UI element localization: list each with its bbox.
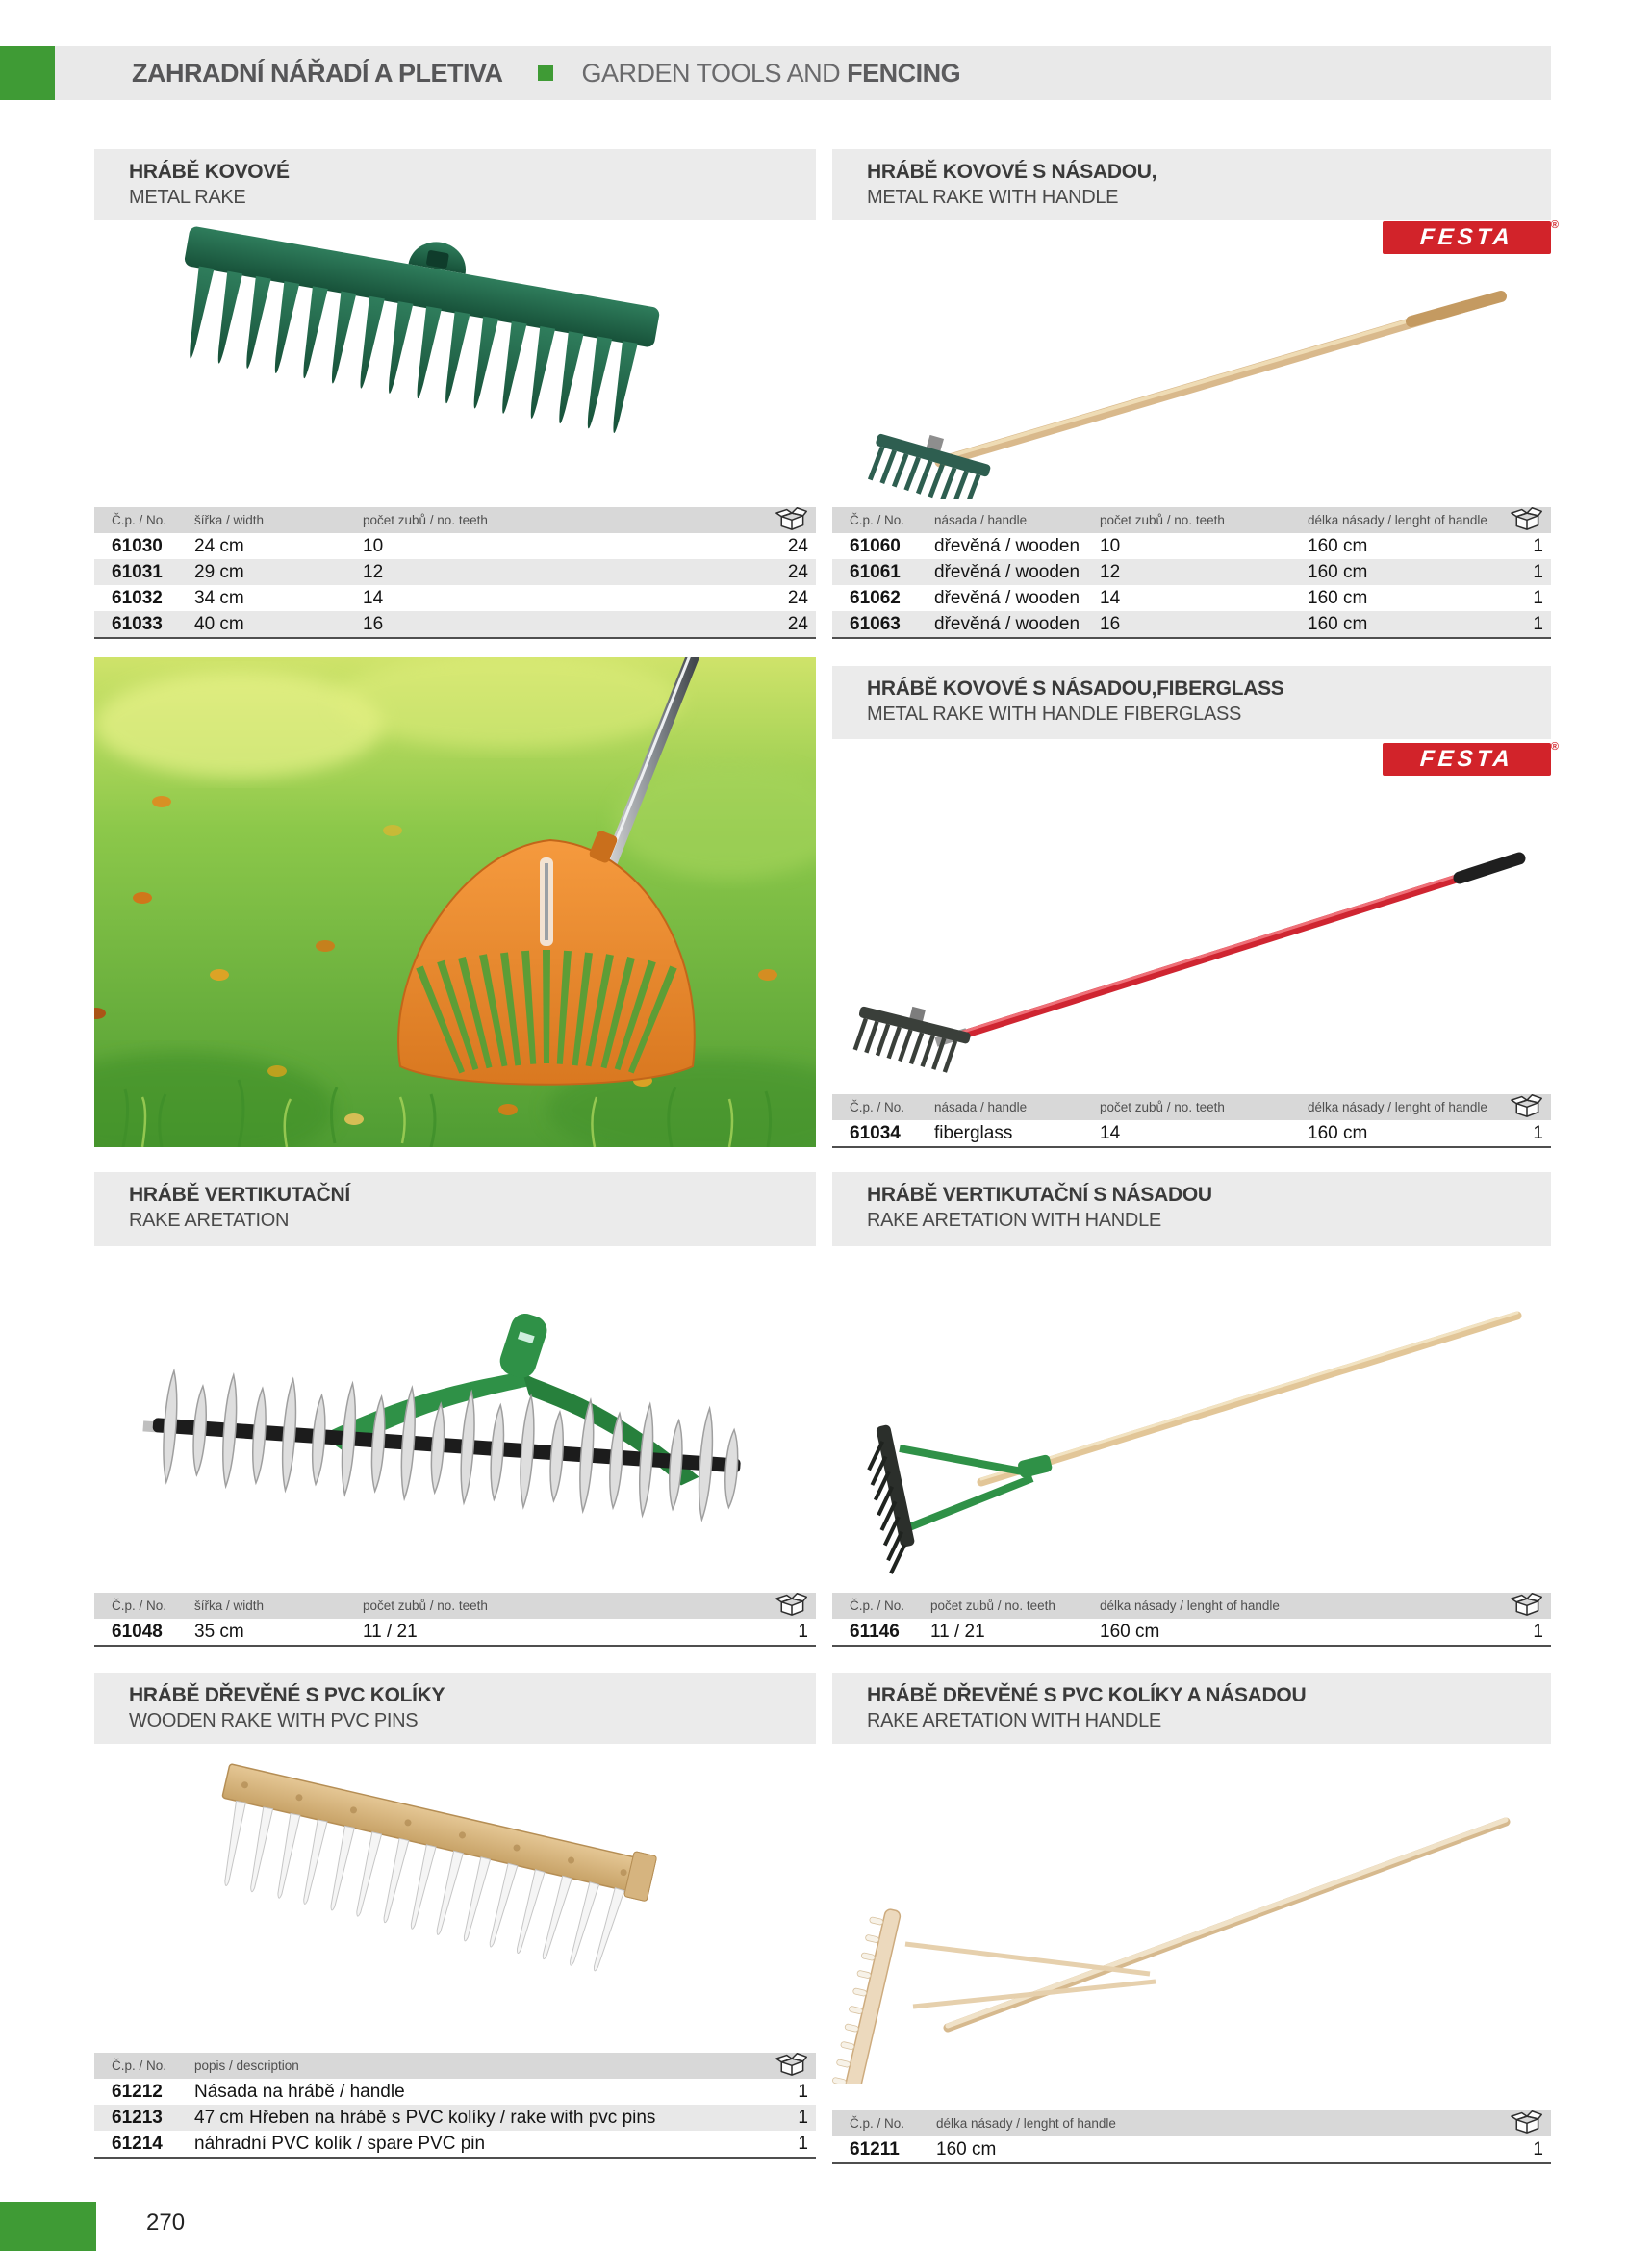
col-teeth: počet zubů / no. teeth [1100, 507, 1308, 533]
col-teeth: počet zubů / no. teeth [1100, 1094, 1308, 1120]
col-handle-length: délka násady / lenght of handle [1308, 1094, 1500, 1120]
item-length: 160 cm [1308, 535, 1368, 556]
col-no: Č.p. / No. [832, 1094, 934, 1120]
col-no: Č.p. / No. [832, 2110, 936, 2136]
section-header-metal-rake [94, 149, 816, 220]
col-handle-length: délka násady / lenght of handle [1308, 507, 1500, 533]
item-teeth: 10 [1100, 535, 1121, 556]
item-no: 61060 [850, 535, 901, 556]
table-row [94, 2105, 816, 2131]
table-header-row [832, 1094, 1551, 1120]
table-row [94, 2079, 816, 2105]
festa-logo-text: FESTA [1419, 746, 1514, 772]
item-qty: 1 [680, 1619, 816, 1646]
table-row [94, 559, 816, 585]
item-teeth: 14 [1100, 587, 1121, 608]
section-subtitle: RAKE ARETATION [129, 1210, 290, 1231]
section-subtitle: METAL RAKE [129, 187, 246, 208]
col-packaging [1388, 1593, 1551, 1619]
col-teeth: počet zubů / no. teeth [363, 1593, 680, 1619]
item-no: 61211 [832, 2136, 936, 2163]
section-header-wooden-pvc [94, 1673, 816, 1744]
item-length: 160 cm [1308, 561, 1368, 582]
registered-mark: ® [1550, 219, 1559, 231]
item-no: 61033 [94, 611, 194, 638]
metal-rake-table [94, 507, 816, 639]
item-qty: 1 [798, 2081, 808, 2102]
col-packaging [680, 507, 816, 533]
table-row [832, 1120, 1551, 1147]
item-no: 61063 [832, 611, 934, 638]
item-no: 61048 [94, 1619, 194, 1646]
table-header-row [94, 1593, 816, 1619]
table-row [832, 559, 1551, 585]
festa-logo-text: FESTA [1419, 224, 1514, 250]
item-width: 24 cm [194, 535, 244, 556]
table-row [832, 611, 1551, 638]
section-header-vertikutacni [94, 1172, 816, 1246]
item-qty: 1 [1388, 1619, 1551, 1646]
section-title: HRÁBĚ DŘEVĚNÉ S PVC KOLÍKY [129, 1684, 445, 1706]
item-qty: 24 [787, 561, 808, 582]
item-no: 61030 [112, 535, 163, 556]
section-header-wooden-handle [832, 1673, 1551, 1744]
scarifier-rake-head-photo [94, 1256, 816, 1583]
orange-leaf-rake-on-grass-photo [94, 657, 816, 1147]
col-handle: násada / handle [934, 507, 1100, 533]
item-no: 61062 [850, 587, 901, 608]
page-number: 270 [146, 2210, 186, 2236]
item-qty: 1 [1533, 535, 1543, 556]
item-length: 160 cm [1308, 611, 1500, 638]
vertikutacni-table [94, 1593, 816, 1647]
table-row [94, 1619, 816, 1646]
section-title: HRÁBĚ KOVOVÉ S NÁSADOU, [867, 161, 1157, 183]
section-subtitle: WOODEN RAKE WITH PVC PINS [129, 1710, 419, 1731]
item-teeth: 14 [363, 587, 384, 608]
wooden-pvc-table [94, 2053, 816, 2159]
section-title: HRÁBĚ KOVOVÉ [129, 161, 290, 183]
metal-rake-with-wooden-handle-photo [832, 258, 1551, 499]
packaging-box-icon [775, 2051, 808, 2077]
item-length: 160 cm [1100, 1619, 1388, 1646]
registered-mark: ® [1550, 741, 1559, 753]
metal-rake-handle-table [832, 507, 1551, 639]
item-width: 40 cm [194, 611, 363, 638]
festa-brand-logo [1383, 741, 1559, 776]
section-subtitle: RAKE ARETATION WITH HANDLE [867, 1210, 1161, 1231]
footer-green-square [0, 2202, 96, 2251]
packaging-box-icon [775, 505, 808, 531]
col-handle: násada / handle [934, 1094, 1100, 1120]
wooden-rake-with-long-handle-photo [832, 1776, 1551, 2084]
table-header-row [832, 1593, 1551, 1619]
metal-rake-with-red-fiberglass-handle-photo [832, 784, 1551, 1083]
table-header-row [832, 507, 1551, 533]
item-description: Násada na hrábě / handle [194, 2081, 405, 2102]
packaging-box-icon [1511, 1092, 1543, 1118]
item-teeth: 16 [363, 611, 680, 638]
item-width: 34 cm [194, 587, 244, 608]
item-length: 160 cm [1308, 587, 1368, 608]
item-length: 160 cm [1308, 1120, 1500, 1147]
item-teeth: 12 [363, 561, 384, 582]
section-subtitle: METAL RAKE WITH HANDLE FIBERGLASS [867, 703, 1242, 725]
wooden-rake-with-pvc-pins-photo [94, 1756, 816, 2045]
item-qty: 24 [787, 587, 808, 608]
col-packaging [680, 1593, 816, 1619]
item-no: 61213 [112, 2107, 163, 2128]
table-row [832, 1619, 1551, 1646]
col-no: Č.p. / No. [94, 507, 194, 533]
item-no: 61031 [112, 561, 163, 582]
col-packaging [1436, 2110, 1551, 2136]
header-green-square [0, 46, 55, 100]
item-teeth: 12 [1100, 561, 1121, 582]
green-square-bullet-icon [538, 65, 553, 81]
item-teeth: 10 [363, 535, 384, 556]
item-no: 61214 [94, 2131, 194, 2158]
item-no: 61032 [112, 587, 163, 608]
col-width: šířka / width [194, 1593, 363, 1619]
item-handle: fiberglass [934, 1120, 1100, 1147]
col-no: Č.p. / No. [94, 2053, 194, 2079]
item-qty: 1 [695, 2131, 816, 2158]
item-qty: 1 [1533, 587, 1543, 608]
table-row [832, 533, 1551, 559]
section-title: HRÁBĚ KOVOVÉ S NÁSADOU,FIBERGLASS [867, 678, 1284, 700]
item-handle: dřevěná / wooden [934, 535, 1080, 556]
table-row [832, 585, 1551, 611]
item-qty: 24 [787, 535, 808, 556]
item-width: 35 cm [194, 1619, 363, 1646]
item-no: 61212 [112, 2081, 163, 2102]
item-qty: 1 [1500, 611, 1551, 638]
item-width: 29 cm [194, 561, 244, 582]
col-packaging [1500, 1094, 1551, 1120]
page-title-english-regular: GARDEN TOOLS AND [581, 58, 848, 88]
col-description: popis / description [194, 2053, 695, 2079]
table-header-row [832, 2110, 1551, 2136]
item-teeth: 16 [1100, 611, 1308, 638]
col-packaging [1500, 507, 1551, 533]
item-handle: dřevěná / wooden [934, 587, 1080, 608]
item-teeth: 11 / 21 [930, 1619, 1100, 1646]
page-title-english-bold: FENCING [847, 58, 961, 88]
section-title: HRÁBĚ VERTIKUTAČNÍ [129, 1184, 350, 1206]
green-metal-rake-head-photo [94, 223, 816, 502]
page-header-bar [55, 46, 1551, 100]
scarifier-rake-with-wooden-handle-photo [832, 1256, 1551, 1583]
col-teeth: počet zubů / no. teeth [930, 1593, 1100, 1619]
item-teeth: 14 [1100, 1120, 1308, 1147]
section-title: HRÁBĚ VERTIKUTAČNÍ S NÁSADOU [867, 1184, 1212, 1206]
item-teeth: 11 / 21 [363, 1619, 680, 1646]
col-handle-length: délka násady / lenght of handle [936, 2110, 1436, 2136]
table-header-row [94, 507, 816, 533]
item-qty: 24 [680, 611, 816, 638]
item-handle: dřevěná / wooden [934, 561, 1080, 582]
table-row [94, 2131, 816, 2158]
festa-brand-logo [1383, 219, 1559, 254]
packaging-box-icon [775, 1591, 808, 1617]
item-no: 61034 [832, 1120, 934, 1147]
section-title: HRÁBĚ DŘEVĚNÉ S PVC KOLÍKY A NÁSADOU [867, 1684, 1307, 1706]
item-handle: dřevěná / wooden [934, 611, 1100, 638]
page-title-czech: ZAHRADNÍ NÁŘADÍ A PLETIVA [132, 58, 503, 88]
table-row [94, 611, 816, 638]
item-qty: 1 [1500, 1120, 1551, 1147]
table-row [94, 585, 816, 611]
col-width: šířka / width [194, 507, 363, 533]
section-subtitle: METAL RAKE WITH HANDLE [867, 187, 1119, 208]
item-description: náhradní PVC kolík / spare PVC pin [194, 2131, 695, 2158]
col-no: Č.p. / No. [832, 507, 934, 533]
page-title-english [582, 59, 961, 89]
packaging-box-icon [1511, 1591, 1543, 1617]
item-qty: 1 [1436, 2136, 1551, 2163]
table-row [832, 2136, 1551, 2163]
section-subtitle: RAKE ARETATION WITH HANDLE [867, 1710, 1161, 1731]
table-header-row [94, 2053, 816, 2079]
metal-rake-fiberglass-table [832, 1094, 1551, 1148]
section-header-metal-rake-handle [832, 149, 1551, 220]
col-packaging [695, 2053, 816, 2079]
item-qty: 1 [798, 2107, 808, 2128]
packaging-box-icon [1511, 2109, 1543, 2135]
item-no: 61146 [832, 1619, 930, 1646]
item-description: 47 cm Hřeben na hrábě s PVC kolíky / rake with pvc pins [194, 2107, 656, 2128]
col-no: Č.p. / No. [94, 1593, 194, 1619]
col-teeth: počet zubů / no. teeth [363, 507, 680, 533]
vertikutacni-handle-table [832, 1593, 1551, 1647]
section-header-metal-rake-fiberglass [832, 666, 1551, 739]
col-handle-length: délka násady / lenght of handle [1100, 1593, 1388, 1619]
wooden-handle-table [832, 2110, 1551, 2164]
table-row [94, 533, 816, 559]
packaging-box-icon [1511, 505, 1543, 531]
item-length: 160 cm [936, 2136, 1436, 2163]
section-header-vertikutacni-handle [832, 1172, 1551, 1246]
item-no: 61061 [850, 561, 901, 582]
item-qty: 1 [1533, 561, 1543, 582]
col-no: Č.p. / No. [832, 1593, 930, 1619]
